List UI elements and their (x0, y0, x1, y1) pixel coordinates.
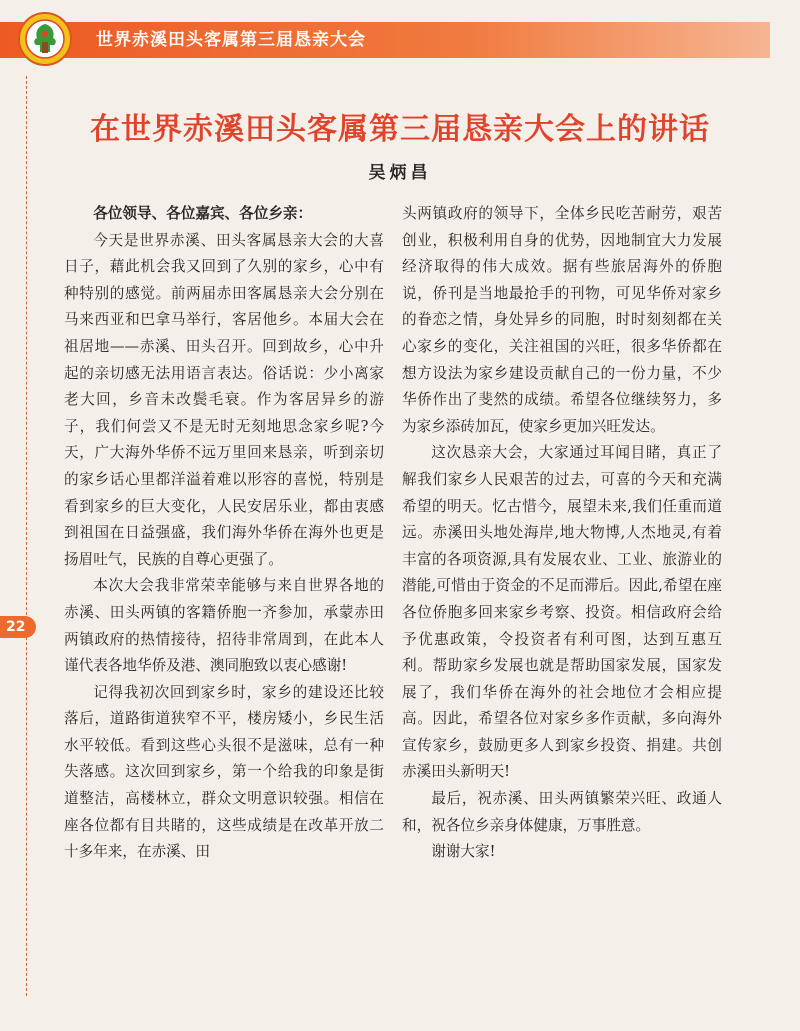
article-author: 吴炳昌 (368, 163, 432, 183)
paragraph: 这次恳亲大会，大家通过耳闻目睹，真正了解我们家乡人民艰苦的过去，可喜的今天和充满希望的明天。忆古惜今，展望未来,我们任重而道远。赤溪田头地处海岸,地大物博,人杰地灵,有着丰富的各项资源,具有发展农业、工业、旅游业的潜能,可惜由于资金的不足而滞后。因此,希望在座各位侨胞多回来家乡考察、投资。相信政府会给予优惠政策，令投资者有利可图，达到互惠互利。帮助家乡发展也就是帮助国家发展，国家发展了，我们华侨在海外的社会地位才会相应提高。因此，希望各位对家乡多作贡献，多向海外宣传家乡，鼓励更多人到家乡投资、捐建。共创赤溪田头新明天! (402, 444, 722, 781)
left-column (64, 201, 384, 866)
margin-rule (26, 76, 27, 996)
article-title: 在世界赤溪田头客属第三届恳亲大会上的讲话 (90, 112, 710, 147)
page-number: 22 (6, 619, 26, 635)
paragraph: 最后，祝赤溪、田头两镇繁荣兴旺、政通人和，祝各位乡亲身体健康，万事胜意。 (402, 790, 722, 834)
paragraph-continuation: 头两镇政府的领导下，全体乡民吃苦耐劳，艰苦创业，积极利用自身的优势，因地制宜大力发展经济取得的伟大成效。据有些旅居海外的侨胞说，侨刊是当地最抢手的刊物，可见华侨对家乡的眷恋之情，身处异乡的同胞，时时刻刻都在关心家乡的变化，关注祖国的兴旺，很多华侨都在想方设法为家乡建设贡献自己的一份力量，不少华侨作出了斐然的成绩。希望各位继续努力，多为家乡添砖加瓦，使家乡更加兴旺发达。 (402, 205, 722, 435)
association-emblem-icon (18, 12, 72, 66)
header-title: 世界赤溪田头客属第三届恳亲大会 (96, 30, 366, 50)
right-column (402, 201, 722, 866)
paragraph: 今天是世界赤溪、田头客属恳亲大会的大喜日子，藉此机会我又回到了久别的家乡，心中有种特别的感觉。前两届赤田客属恳亲大会分别在马来西亚和巴拿马举行，客居他乡。本届大会在祖居地——赤溪、田头召开。回到故乡，心中升起的亲切感无法用语言表达。俗话说：少小离家老大回，乡音未改鬓毛衰。作为客居异乡的游子，我们何尝又不是无时无刻地思念家乡呢?今天，广大海外华侨不远万里回来恳亲，听到亲切的家乡话心里都洋溢着难以形容的喜悦，特别是看到家乡的巨大变化，人民安居乐业，都由衷感到祖国在日益强盛，我们海外华侨在海外也更是扬眉吐气，民族的自尊心更强了。 (64, 231, 384, 568)
paragraph: 谢谢大家! (431, 843, 496, 861)
paragraph: 本次大会我非常荣幸能够与来自世界各地的赤溪、田头两镇的客籍侨胞一齐参加，承蒙赤田两镇政府的热情接待，招待非常周到，在此本人谨代表各地华侨及港、澳同胞致以衷心感谢! (64, 577, 384, 675)
paragraph: 记得我初次回到家乡时，家乡的建设还比较落后，道路街道狭窄不平，楼房矮小，乡民生活水平较低。看到这些心头很不是滋味，总有一种失落感。这次回到家乡，第一个给我的印象是街道整洁，高楼林立，群众文明意识较强。相信在座各位都有目共睹的，这些成绩是在改革开放二十多年来，在赤溪、田 (64, 683, 384, 861)
salutation: 各位领导、各位嘉宾、各位乡亲： (93, 205, 313, 222)
